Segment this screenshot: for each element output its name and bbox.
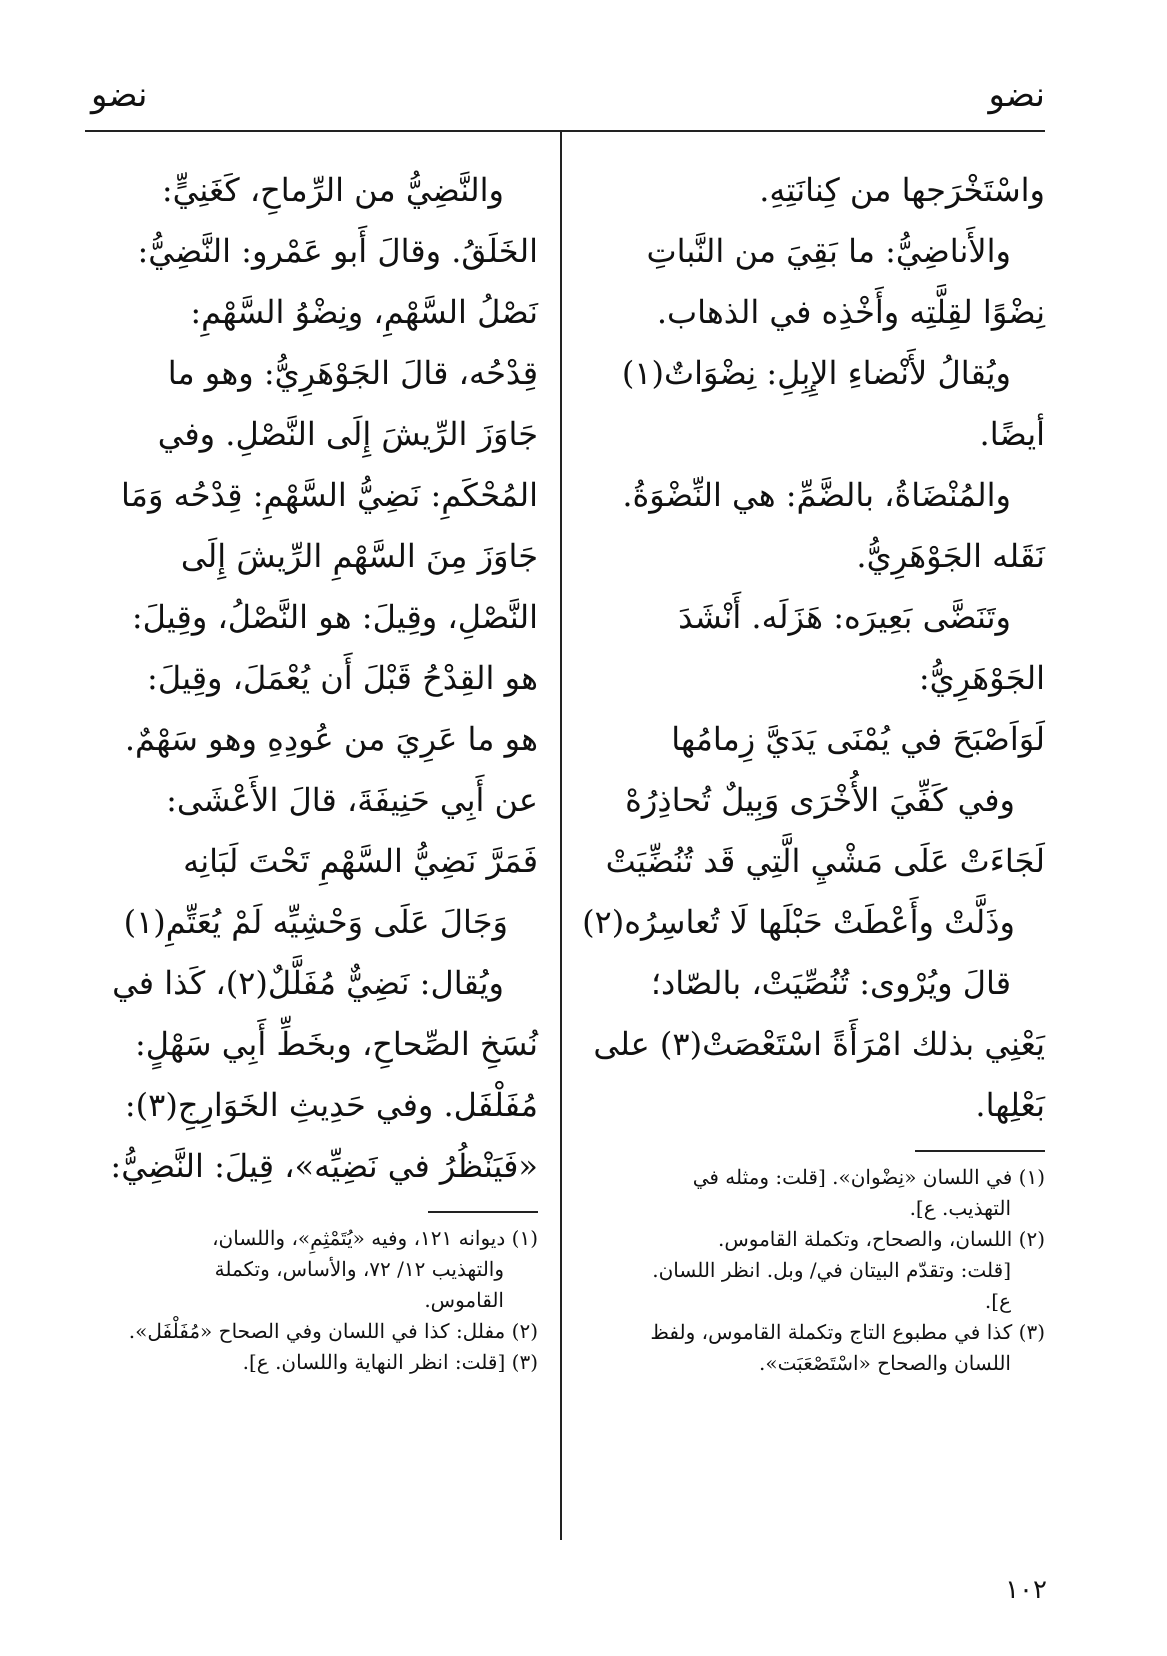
text-line: جَاوَزَ مِنَ السَّهْمِ الرِّيشَ إِلَى — [180, 537, 538, 575]
footnote-line: اللسان والصحاح «اسْتَصْعَبَت». — [758, 1351, 1011, 1375]
text-line: يَعْنِي بذلك امْرَأَةً اسْتَعْصَتْ(٣) على — [593, 1025, 1045, 1063]
text-line: الجَوْهَرِيُّ: — [918, 659, 1045, 697]
header-title-right: نضو — [988, 75, 1045, 115]
verse-line: وذَلَّتْ وأَعْطَتْ حَبْلَها لَا تُعاسِرُه(٢) — [582, 903, 1015, 941]
text-line: هو ما عَرِيَ من عُودِهِ وهو سَهْمٌ. — [124, 720, 538, 758]
footnote-line: (١) في اللسان «نِضْوان». [قلت: ومثله في — [692, 1165, 1045, 1189]
text-line: «فَيَنْظُرُ في نَضِيِّه»، قِيلَ: النَّضِيُّ: — [110, 1147, 538, 1185]
footnote-rule — [915, 1150, 1045, 1152]
footnote-line: القاموس. — [424, 1288, 504, 1312]
verse-line: لَوَاَصْبَحَ في يُمْنَى يَدَيَّ زِمامُها — [671, 720, 1045, 758]
footnote-line: [قلت: وتقدّم البيتان في/ وبل. انظر اللسان. — [652, 1258, 1011, 1282]
text-line: نَقَله الجَوْهَرِيُّ. — [856, 537, 1045, 575]
text-line: والمُنْضَاةُ، بالضَّمِّ: هي النِّضْوَةُ. — [622, 476, 1011, 514]
text-line: والنَّضِيُّ من الرِّماحِ، كَغَنِيٍّ: — [161, 171, 504, 209]
text-line: مُفَلْفَل. وفي حَدِيثِ الخَوَارِجِ(٣): — [124, 1086, 538, 1124]
footnote-line: (٣) كذا في مطبوع التاج وتكملة القاموس، ولفظ — [650, 1320, 1045, 1344]
text-line: هو القِدْحُ قَبْلَ أَن يُعْمَلَ، وقِيلَ: — [147, 659, 538, 697]
text-line: قالَ ويُرْوى: تُنُصِّيَتْ، بالصّاد؛ — [650, 964, 1011, 1002]
text-line: عن أَبِي حَنِيفَةَ، قالَ الأَعْشَى: — [166, 781, 538, 819]
footnote-rule — [428, 1211, 538, 1213]
text-line: نَصْلُ السَّهْمِ، ونِضْوُ السَّهْمِ: — [190, 293, 538, 331]
footnote-line: ع]. — [984, 1289, 1011, 1313]
text-line: نِضْوًا لقِلَّتِه وأَخْذِه في الذهاب. — [656, 293, 1045, 331]
right-column — [582, 160, 1045, 1379]
footnote-line: (٢) اللسان، والصحاح، وتكملة القاموس. — [717, 1227, 1045, 1251]
text-line: أيضًا. — [979, 415, 1045, 453]
text-line: نُسَخِ الصِّحاحِ، وبخَطِّ أَبِي سَهْلٍ: — [134, 1025, 538, 1063]
footnote-line: (٢) مفلل: كذا في اللسان وفي الصحاح «مُفَلْفَل». — [128, 1319, 538, 1343]
text-line: ويُقالُ لأَنْضاءِ الإِبِلِ: نِضْوَاتٌ(١) — [621, 354, 1011, 392]
left-column — [88, 160, 538, 1378]
page-header — [85, 70, 1045, 120]
header-title-left: نضو — [91, 75, 148, 115]
verse-line: وفي كَفِّيَ الأُخْرَى وَبِيلٌ تُحاذِرُهْ — [625, 781, 1015, 819]
footnote-line: (٣) [قلت: انظر النهاية واللسان. ع]. — [242, 1350, 538, 1374]
verse-line: وَجَالَ عَلَى وَحْشِيِّه لَمْ يُعَتِّمِ(١) — [123, 903, 508, 941]
text-line: النَّصْلِ، وقِيلَ: هو النَّصْلُ، وقِيلَ: — [131, 598, 538, 636]
page-number: ١٠٢ — [1005, 1575, 1047, 1605]
verse-line: فَمَرَّ نَضِيُّ السَّهْمِ تَحْتَ لَبَانِه — [183, 842, 538, 880]
text-line: الخَلَقُ. وقالَ أَبو عَمْرو: النَّضِيُّ: — [137, 232, 538, 270]
footnote-line: والتهذيب ١٢/ ٧٢، والأساس، وتكملة — [214, 1257, 504, 1281]
text-line: قِدْحُه، قالَ الجَوْهَرِيُّ: وهو ما — [167, 354, 538, 392]
header-rule — [85, 130, 1045, 132]
text-line: والأَناضِيُّ: ما بَقِيَ من النَّباتِ — [646, 232, 1011, 270]
text-line: واسْتَخْرَجها من كِنانَتِهِ. — [759, 171, 1045, 209]
text-line: ويُقال: نَضِيٌّ مُفَلَّلٌ(٢)، كَذا في — [112, 964, 504, 1002]
column-divider — [560, 130, 562, 1540]
verse-line: لَجَاءَتْ عَلَى مَشْيِ الَّتِي قَد تُنُضِّيَتْ — [605, 842, 1045, 880]
text-line: المُحْكَمِ: نَضِيُّ السَّهْمِ: قِدْحُه وَمَا — [121, 476, 538, 514]
footnote-line: (١) ديوانه ١٢١، وفيه «يُتَمْثِمِ»، واللسان، — [212, 1226, 538, 1250]
text-line: وتَنَضَّى بَعِيرَه: هَزَلَه. أَنْشَدَ — [678, 598, 1011, 636]
text-line: جَاوَزَ الرِّيشَ إِلَى النَّصْلِ. وفي — [157, 415, 538, 453]
text-line: بَعْلِها. — [975, 1086, 1045, 1124]
footnote-line: التهذيب. ع]. — [909, 1196, 1011, 1220]
